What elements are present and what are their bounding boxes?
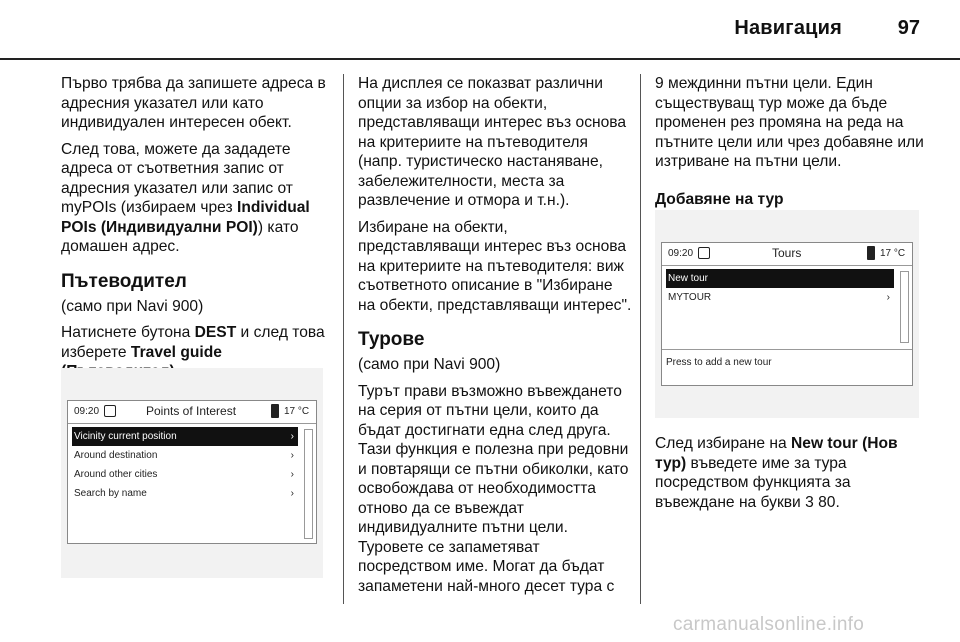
section-heading: Пътеводител	[61, 270, 187, 292]
divider	[662, 349, 912, 350]
text: и след това изберете	[61, 324, 325, 361]
temperature: 17 °C	[880, 248, 906, 259]
text: След това, можете да зададете адреса от съответния запис от адресния указател или запис от myPOIs (избираем чрез	[61, 140, 293, 216]
menu-item-label: Around destination	[74, 450, 158, 461]
paragraph: Турът прави възможно въвеждането на серия от пътни цели, които да бъдат достигнати една след друга. Тази функция е полезна при редовни и повтарящи се пътни обиколки, като освобождава от необходимостта отново да се въвеждат индивидуалните пътни цели. Туровете се запаметяват посредством име. Могат да бъдат запаметени най-много десет тура с	[358, 382, 629, 595]
menu-item-label: Around other cities	[74, 469, 158, 480]
menu-item-label: Search by name	[74, 488, 147, 499]
watermark: carmanualsonline.info	[673, 614, 865, 635]
paragraph: Първо трябва да запишете адреса в адресния указател или като индивидуален интересен обект.	[61, 75, 326, 131]
menu-item[interactable]	[72, 484, 298, 503]
menu-item[interactable]	[72, 465, 298, 484]
column-3	[655, 74, 925, 209]
temperature: 17 °C	[284, 406, 310, 417]
clock-icon	[104, 405, 116, 417]
column-2	[358, 74, 633, 603]
column-3-lower	[655, 434, 925, 519]
points-of-interest-screen	[67, 400, 317, 544]
column-divider	[640, 74, 641, 604]
text: въведете име за тура посредством функцията за въвеждане на букви	[655, 454, 851, 511]
chevron-right-icon: ›	[290, 469, 294, 480]
screenshot-figure	[655, 210, 919, 418]
button-term: DEST	[194, 324, 237, 341]
status-bar	[662, 243, 912, 265]
section-heading: Добавяне на тур	[655, 190, 784, 208]
screen-title: Tours	[772, 246, 802, 260]
screenshot-figure	[61, 368, 323, 578]
menu-term: Travel guide	[130, 343, 222, 361]
menu-item[interactable]	[666, 269, 894, 288]
clock-time: 09:20	[74, 406, 100, 417]
divider	[662, 265, 912, 266]
page-header	[0, 0, 960, 58]
section-heading: Турове	[358, 329, 425, 350]
clock-time: 09:20	[668, 248, 694, 259]
menu-item-label: Vicinity current position	[74, 431, 177, 442]
header-rule	[0, 58, 960, 60]
paragraph	[655, 434, 925, 512]
page-number: 97	[897, 17, 920, 39]
chevron-right-icon: ›	[290, 488, 294, 499]
column-1	[61, 74, 341, 389]
text: След избиране на	[655, 435, 792, 452]
text: ) като домашен адрес.	[61, 218, 299, 255]
paragraph: 9 междинни пътни цели. Един съществуващ тур може да бъде променен рез промяна на реда на пътните цели или чрез добавяне или изтриване на пътни цели.	[655, 75, 924, 170]
subheading-note: (само при Navi 900)	[61, 297, 204, 315]
text: Натиснете бутона	[61, 324, 195, 341]
menu-item-label: MYTOUR	[668, 292, 712, 303]
menu-item[interactable]	[72, 427, 298, 446]
menu-item-label: New tour	[668, 273, 709, 284]
phone-icon	[271, 404, 279, 418]
screen-title: Points of Interest	[146, 404, 237, 418]
paragraph: На дисплея се показват различни опции за избор на обекти, представляващи интерес въз основа на критериите на пътеводителя (напр. туристическо настаняване, забележителности, места за развлечение и отмора и т.н.).	[358, 75, 627, 209]
menu-list	[72, 427, 298, 503]
chevron-right-icon: ›	[290, 450, 294, 461]
tours-screen	[661, 242, 913, 386]
menu-term: New tour (Нов тур)	[655, 435, 898, 472]
paragraph: Избиране на обекти, представляващи интерес въз основа на критериите на пътеводителя: виж съответното описание в "Избиране на обекти, представляващи интерес".	[358, 218, 632, 314]
section-title: Навигация	[734, 17, 842, 39]
page-reference: 3 80.	[805, 493, 840, 511]
chevron-right-icon: ›	[886, 292, 890, 303]
scrollbar[interactable]	[304, 429, 313, 539]
paragraph	[61, 140, 341, 257]
status-bar	[68, 401, 316, 423]
scrollbar[interactable]	[900, 271, 909, 343]
clock-icon	[698, 247, 710, 259]
divider	[68, 423, 316, 424]
screen-footer-hint: Press to add a new tour	[666, 357, 772, 368]
menu-item[interactable]	[666, 288, 894, 307]
menu-item[interactable]	[72, 446, 298, 465]
phone-icon	[867, 246, 875, 260]
menu-list	[666, 269, 894, 307]
menu-term: Individual POIs (Индивидуални POI)	[61, 199, 310, 236]
subheading-note: (само при Navi 900)	[358, 356, 501, 373]
column-divider	[343, 74, 344, 604]
chevron-right-icon: ›	[290, 431, 294, 442]
